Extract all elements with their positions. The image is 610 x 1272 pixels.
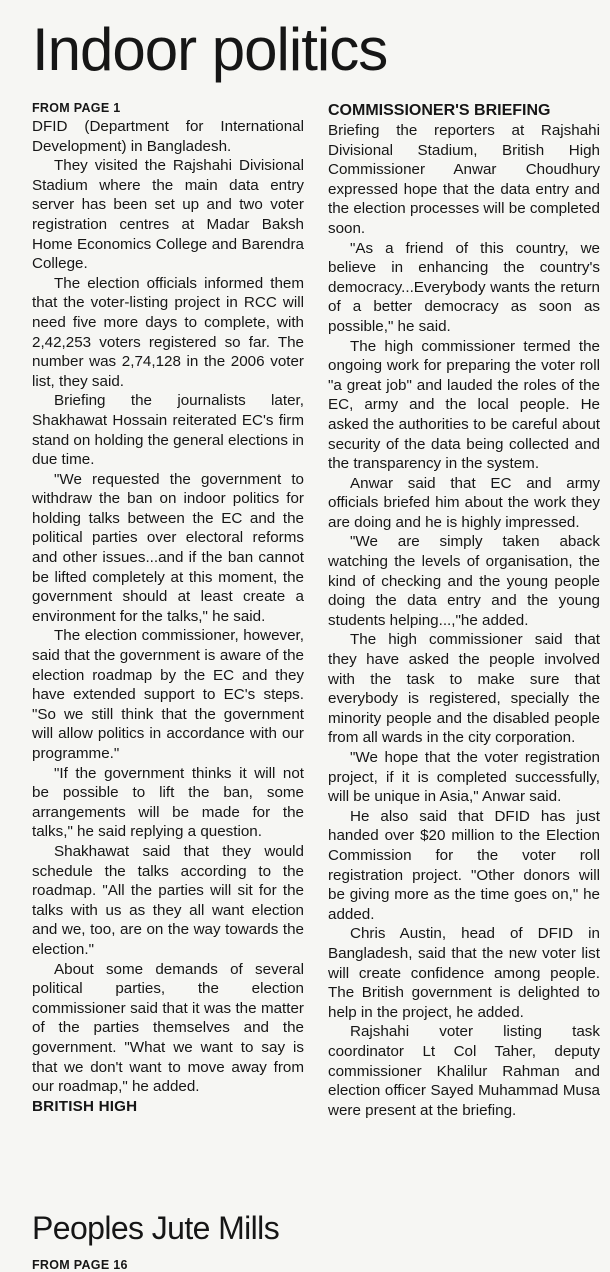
article-paragraph: Chris Austin, head of DFID in Bangladesh, said that the new voter list will create confidence among people. The British government is delighted to help in the project, he added. xyxy=(328,925,600,1021)
article-paragraph: "If the government thinks it will not be possible to lift the ban, some arrangements will be made for the talks," he said replying a question. xyxy=(32,764,304,841)
right-column xyxy=(328,100,600,1120)
next-story-kicker: FROM PAGE 16 xyxy=(32,1258,128,1272)
article-paragraph: Briefing the reporters at Rajshahi Divisional Stadium, British High Commissioner Anwar Choudhury expressed hope that the data entry and the election processes will be completed soon. xyxy=(328,122,600,237)
article-paragraph: Briefing the journalists later, Shakhawat Hossain reiterated EC's firm stand on holding the general elections in due time. xyxy=(32,392,304,469)
article-paragraph: About some demands of several political parties, the election commissioner said that it was the matter of the parties themselves and the government. "What we want to say is that we don't want to move away from our roadmap," he added. xyxy=(32,960,304,1096)
article-paragraph: The election commissioner, however, said that the government is aware of the election roadmap by the EC and they have extended support to EC's steps. "So we still think that the government will allow politics in accordance with our programme." xyxy=(32,627,304,762)
article-paragraph: The high commissioner said that they have asked the people involved with the task to make sure that everybody is registered, specially the minority people and the disabled people from all wards in the city corporation. xyxy=(328,631,600,747)
article-paragraph: The high commissioner termed the ongoing work for preparing the voter roll "a great job" and lauded the roles of the EC, army and the local people. He asked the authorities to be careful about security of the data being collected and the transparency in the system. xyxy=(328,337,600,473)
section-subhead: COMMISSIONER'S BRIEFING xyxy=(328,102,551,119)
article-paragraph: Shakhawat said that they would schedule the talks according to the roadmap. "All the parties will sit for the talks with us as they all want election and we, too, are on the way towards the election." xyxy=(32,842,304,958)
left-column xyxy=(32,100,304,1116)
article-paragraph: Rajshahi voter listing task coordinator Lt Col Taher, deputy commissioner Khalilur Rahman and election officer Sayed Muhammad Musa were present at the briefing. xyxy=(328,1023,600,1119)
article-paragraph: "We hope that the voter registration project, if it is completed successfully, will be unique in Asia," Anwar said. xyxy=(328,749,600,806)
article-paragraph: The election officials informed them that the voter-listing project in RCC will need five more days to complete, with 2,42,253 voters registered so far. The number was 2,74,128 in the 2006 voter list, they said. xyxy=(32,274,304,390)
article-paragraph: They visited the Rajshahi Divisional Stadium where the main data entry server has been set up and two voter registration centres at Madar Baksh Home Economics College and Barendra College. xyxy=(32,157,304,273)
article-paragraph: He also said that DFID has just handed over $20 million to the Election Commission for the voter roll registration project. "Other donors will be giving more as the time goes on," he added. xyxy=(328,807,600,923)
jump-kicker: FROM PAGE 1 xyxy=(32,101,121,115)
section-subhead: BRITISH HIGH xyxy=(32,1097,138,1115)
headline: Indoor politics xyxy=(32,16,388,83)
article-paragraph: Anwar said that EC and army officials briefed him about the work they are doing and he is highly impressed. xyxy=(328,474,600,531)
article-paragraph: "We are simply taken aback watching the levels of organisation, the kind of checking and the young people doing the data entry and the young students helping...,"he added. xyxy=(328,533,600,629)
next-story-headline: Peoples Jute Mills xyxy=(32,1210,280,1246)
article-paragraph: "As a friend of this country, we believe in enhancing the country's democracy...Everybody wants the return of a better democracy as soon as possible," he said. xyxy=(328,239,600,335)
article-paragraph: "We requested the government to withdraw the ban on indoor politics for holding talks between the EC and the political parties over electoral reforms and other issues...and if the ban cannot be lifted completely at this moment, the government should at least create a environment for the talks," he said. xyxy=(32,470,304,625)
article-paragraph: DFID (Department for International Development) in Bangladesh. xyxy=(32,118,304,155)
